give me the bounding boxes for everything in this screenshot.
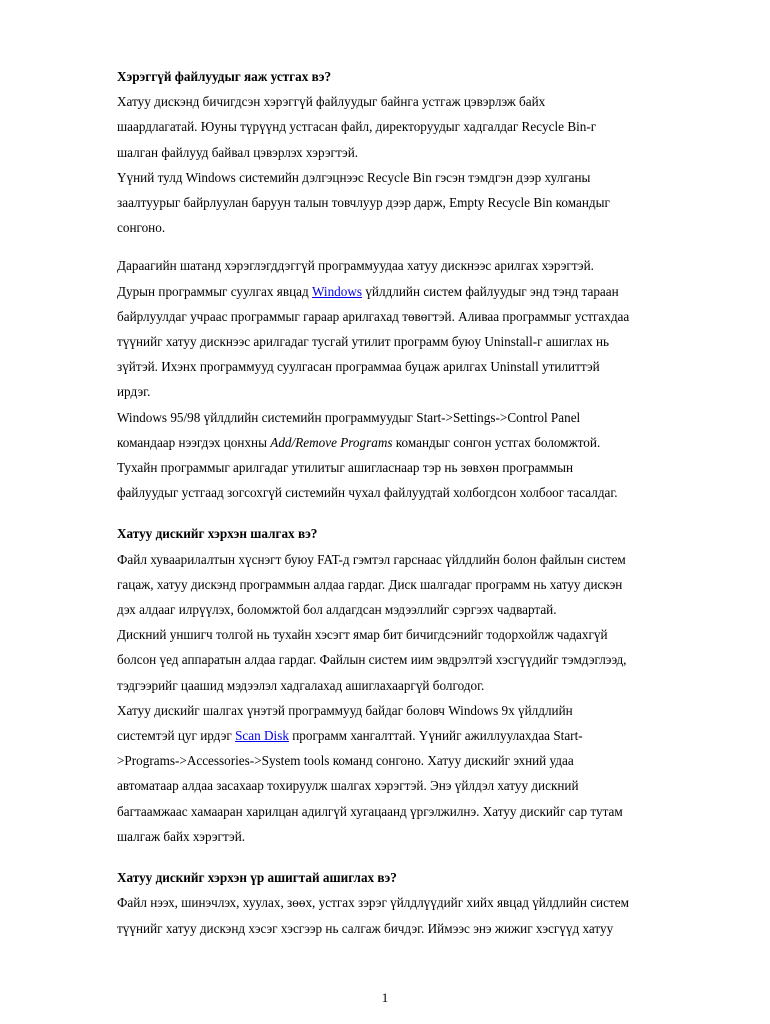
text-line: түүнийг хатуу дискэнд хэсэг хэсгээр нь салгаж бичдэг. Иймээс энэ жижиг хэсгүүд хатуу [117, 920, 614, 936]
text-line: шалган файлууд байвал цэвэрлэх хэрэгтэй. [117, 144, 359, 160]
text-line [117, 279, 677, 304]
text-line [117, 723, 677, 748]
section-heading-efficient-use: Хатуу дискийг хэрхэн үр ашигтай ашиглах вэ? [117, 870, 397, 886]
text-line [117, 430, 677, 455]
paragraph-gap [117, 505, 677, 521]
text-line: Windows 95/98 үйлдлийн системийн программуудыг Start->Settings->Control Panel [117, 409, 581, 425]
text-line: багтаамжаас хамааран харилцан адилгүй хугацаанд үргэлжилнэ. Хатуу дискийг сар тутам [117, 803, 623, 819]
text-line: Хатуу дискэнд бичигдсэн хэрэггүй файлуудыг байнга устгаж цэвэрлэж байх [117, 94, 546, 110]
text-line: байрлуулдаг учраас программыг гараар арилгахад төвөгтэй. Аливаа программыг устгахдаа [117, 308, 630, 324]
text-line: тэдгээрийг цаашид мэдээлэл хадгалахад ашиглахааргүй болгодог. [117, 677, 485, 693]
text-line: ирдэг. [117, 384, 151, 400]
paragraph-gap [117, 240, 677, 253]
text-line: шалгаж байх хэрэгтэй. [117, 828, 246, 844]
text-line: зүйтэй. Ихэнх программууд суулгасан программаа буцаж арилгах Uninstall утилиттэй [117, 359, 600, 375]
text-line: Дараагийн шатанд хэрэглэгддэггүй программуудаа хатуу дискнээс арилгах хэрэгтэй. [117, 258, 594, 274]
paragraph-gap [117, 849, 677, 865]
text-line: автоматаар алдаа засахаар тохируулж шалгах хэрэгтэй. Энэ үйлдэл хатуу дискний [117, 778, 579, 794]
text-line: >Programs->Accessories->System tools команд сонгоно. Хатуу дискийг эхний удаа [117, 753, 574, 769]
text-line: Тухайн программыг арилгадаг утилитыг ашигласнаар тэр нь зөвхөн программын [117, 460, 574, 476]
text-span: командаар нээгдэх цонхны [117, 434, 271, 450]
text-line: түүнийг хатуу дискнээс арилгадаг тусгай утилит программ буюу Uninstall-г ашиглах нь [117, 334, 610, 350]
scan-disk-link[interactable]: Scan Disk [235, 728, 289, 744]
text-line: Дискний уншигч толгой нь тухайн хэсэгт ямар бит бичигдсэнийг тодорхойлж чадахгүй [117, 627, 608, 643]
text-span: Дурын программыг суулгах явцад [117, 283, 312, 299]
text-line: Файл нээх, шинэчлэх, хуулах, зөөх, устгах зэрэг үйлдлүүдийг хийх явцад үйлдлийн систем [117, 895, 629, 911]
text-line: дэх алдааг илрүүлэх, боломжтой бол алдагдсан мэдээллийг сэргээх чадвартай. [117, 602, 557, 618]
text-span: командыг сонгон устгах боломжтой. [392, 434, 601, 450]
text-span: үйлдлийн систем файлуудыг энд тэнд тараан [362, 283, 619, 299]
add-remove-programs-term: Add/Remove Programs [270, 434, 393, 450]
text-line: болсон үед аппаратын алдаа гардаг. Файлын систем иим эвдрэлтэй хэсгүүдийг тэмдэглээд, [117, 652, 627, 668]
text-line: Файл хуваарилалтын хүснэгт буюу FAT-д гэмтэл гарснаас үйлдлийн болон файлын систем [117, 551, 626, 567]
windows-link[interactable]: Windows [312, 283, 363, 299]
text-span: системтэй цуг ирдэг [117, 728, 236, 744]
text-span: программ хангалттай. Үүнийг ажиллуулахдаа Start- [288, 728, 583, 744]
document-body [117, 64, 677, 941]
section-heading-check-disk: Хатуу дискийг хэрхэн шалгах вэ? [117, 526, 318, 542]
page-number: 1 [381, 990, 389, 1005]
text-line: гацаж, хатуу дискэнд программын алдаа гардаг. Диск шалгадаг программ нь хатуу дискэн [117, 576, 623, 592]
text-line: Үүний тулд Windows системийн дэлгэцнээс Recycle Bin гэсэн тэмдгэн дээр хулганы [117, 169, 591, 185]
text-line: сонгоно. [117, 220, 166, 236]
text-line: файлуудыг устгаад зогсохгүй системийн чухал файлуудтай холбогдсон холбоог тасалдаг. [117, 485, 618, 501]
text-line: Хатуу дискийг шалгах үнэтэй программууд байдаг боловч Windows 9x үйлдлийн [117, 702, 573, 718]
text-line: заалтуурыг байрлуулан баруун талын товчлуур дээр дарж, Empty Recycle Bin командыг [117, 195, 610, 211]
section-heading-delete-files: Хэрэггүй файлуудыг яаж устгах вэ? [117, 69, 332, 84]
text-line: шаардлагатай. Юуны түрүүнд устгасан файл, директоруудыг хадгалдаг Recycle Bin-г [117, 119, 597, 135]
